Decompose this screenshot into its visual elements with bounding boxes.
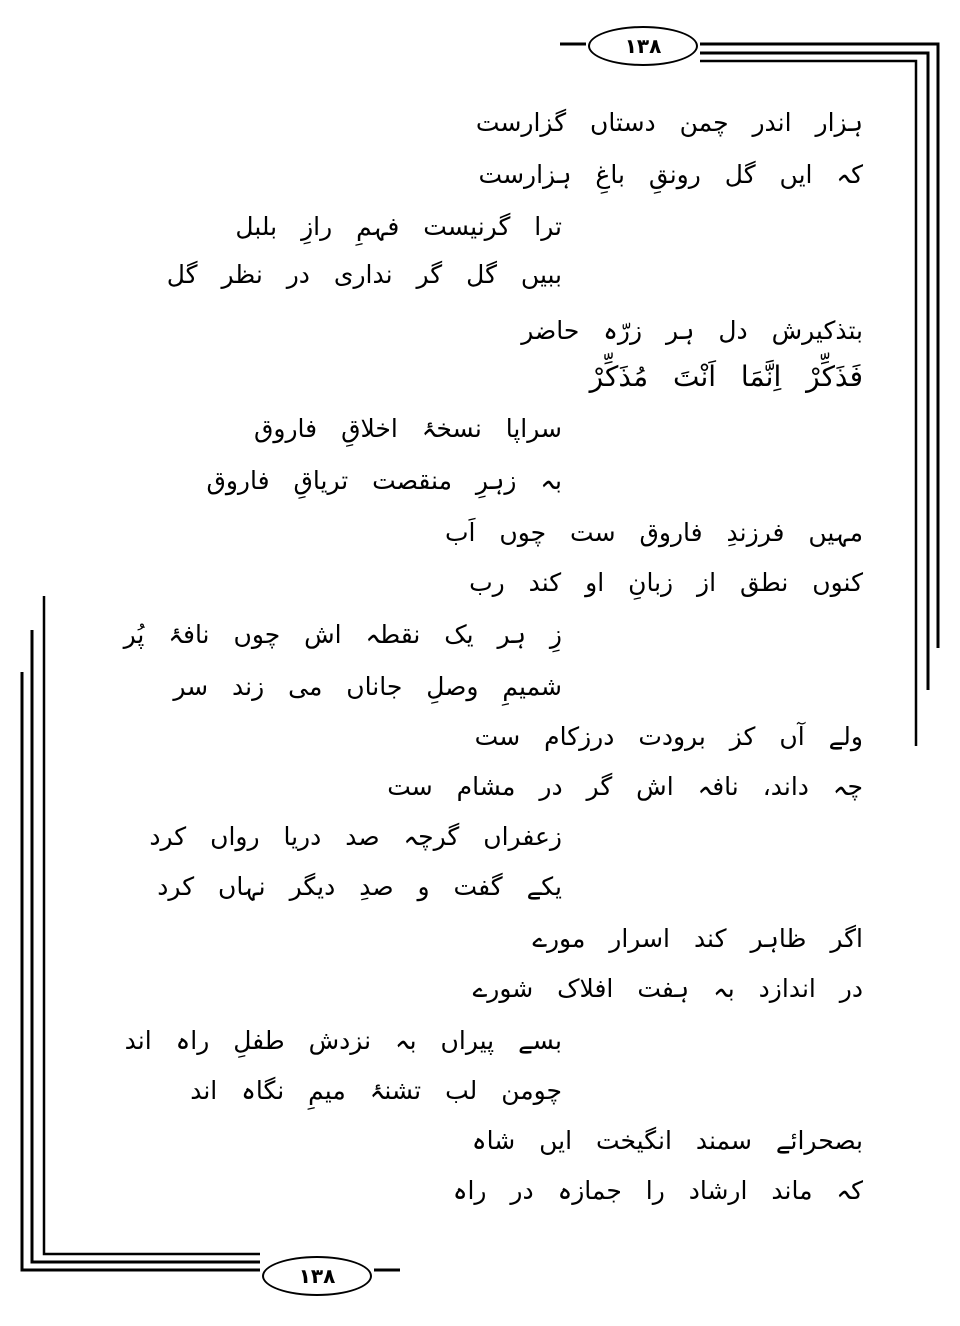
- verse-line: کنوں نطق از زبانِ او کند رب: [469, 568, 863, 597]
- verse-line: کہ ایں گل رونقِ باغِ ہزارست: [478, 160, 863, 189]
- verse-line: ترا گرنیست فہمِ رازِ بلبل: [235, 212, 562, 241]
- verse-line: زِ ہر یک نقطہ اش چوں نافۂ پُر: [123, 620, 562, 649]
- verse-line: در اندازد بہ ہفت افلاک شورے: [472, 974, 863, 1003]
- verse-line: سراپا نسخۂ اخلاقِ فاروق: [254, 414, 562, 443]
- verse-line: یکے گفت و صدِ دیگر نہاں کرد: [157, 872, 562, 901]
- verse-line: ہزار اندر چمن دستاں گزارست: [475, 108, 863, 137]
- page-number-bottom: ۱۳۸: [262, 1256, 372, 1296]
- verse-line: بہ زہرِ منقصت تریاقِ فاروق: [206, 466, 562, 495]
- quran-verse-line: فَذَکِّرْ اِنَّمَا اَنْتَ مُذَکِّرْ: [589, 360, 863, 393]
- verse-line: بتذکیرش دل ہر زرّہ حاضر: [521, 316, 863, 345]
- verse-line: اگر ظاہر کند اسرار مورے: [532, 924, 863, 953]
- verse-line: ببیں گل گر نداری در نظر گل: [166, 260, 562, 289]
- verse-line: ولے آں کز برودت درزکام ست: [474, 722, 863, 751]
- verse-line: چومن لب تشنۂ میمِ نگاہ اند: [190, 1076, 562, 1105]
- verse-line: مہیں فرزندِ فاروق ست چوں اَب: [444, 518, 863, 547]
- verse-line: زعفراں گرچہ صد دریا رواں کرد: [149, 822, 562, 851]
- verse-line: چہ داند، نافہ اش گر در مشام ست: [387, 772, 863, 801]
- verse-line: بسے پیراں بہ نزدش طفلِ راہ اند: [124, 1026, 562, 1055]
- verse-line: کہ ماند ارشاد را جمازہ در راہ: [452, 1176, 863, 1205]
- page-number-top: ۱۳۸: [588, 26, 698, 66]
- verse-line: شمیمِ وصلِ جاناں می زند سر: [173, 672, 562, 701]
- verse-line: بصحرائے سمند انگیخت ایں شاہ: [471, 1126, 863, 1155]
